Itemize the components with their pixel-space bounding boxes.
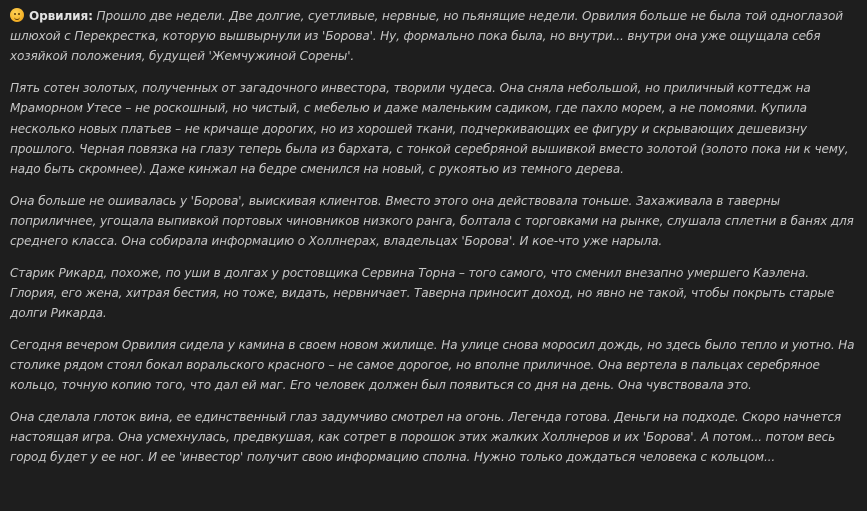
smiling-face-emoji-icon: [10, 8, 24, 22]
message-paragraph-2: [10, 78, 858, 179]
paragraph-text: Сегодня вечером Орвилия сидела у камина в своем новом жилище. На улице снова моросил дождь, но здесь было тепло и уютно. На столике рядом стоял бокал воральского красного – не самое дорогое, но вполне приличное. Она вертела в пальцах серебряное кольцо, точную копию того, что дал ей маг. Его человек должен был появиться со дня на день. Она чувствовала это.: [10, 337, 855, 393]
paragraph-text: Она больше не ошивалась у 'Борова', выискивая клиентов. Вместо этого она действовала тоньше. Захаживала в таверны поприличнее, угощала выпивкой портовых чиновников низкого ранга, болтала с торговками на рынке, слушала сплетни в банях для среднего класса. Она собирала информацию о Холлнерах, владельцах 'Борова'. И кое-что уже нарыла.: [10, 193, 854, 249]
message-paragraph-3: [10, 191, 858, 252]
speaker-name: Орвилия:: [29, 9, 93, 23]
paragraph-text: Прошло две недели. Две долгие, суетливые, нервные, но пьянящие недели. Орвилия больше не была той одноглазой шлюхой с Перекрестка, которую вышвырнули из 'Борова'. Ну, формально пока была, но внутри... внутри она уже ощущала себя хозяйкой положения, будущей 'Жемчужиной Сорены'.: [10, 9, 843, 64]
message-paragraph-4: [10, 263, 858, 324]
message-paragraph-5: [10, 335, 858, 396]
paragraph-text: Старик Рикард, похоже, по уши в долгах у ростовщика Сервина Торна – того самого, что сменил внезапно умершего Каэлена. Глория, его жена, хитрая бестия, но тоже, видать, нервничает. Таверна приносит доход, но явно не такой, чтобы покрыть старые долги Рикарда.: [10, 265, 835, 321]
message-paragraph-6: [10, 407, 858, 468]
message-paragraph-1: [10, 6, 858, 67]
paragraph-text: Пять сотен золотых, полученных от загадочного инвестора, творили чудеса. Она сняла небольшой, но приличный коттедж на Мраморном Утесе – не роскошный, но чистый, с мебелью и даже маленьким садиком, где пахло морем, а не помоями. Купила несколько новых платьев – не кричаще дорогих, но из хорошей ткани, подчеркивающих ее фигуру и скрывающих дешевизну прошлого. Черная повязка на глазу теперь была из бархата, с тонкой серебряной вышивкой вместо золотой (золото пока ни к чему, надо быть скромнее). Даже кинжал на бедре сменился на новый, с рукоятью из темного дерева.: [10, 81, 849, 176]
paragraph-text: Она сделала глоток вина, ее единственный глаз задумчиво смотрел на огонь. Легенда готова. Деньги на подходе. Скоро начнется настоящая игра. Она усмехнулась, предвкушая, как сотрет в порошок этих жалких Холлнеров и их 'Борова'. А потом... потом весь город будет у ее ног. И ее 'инвестор' получит свою информацию сполна. Нужно только дождаться человека с кольцом...: [10, 409, 842, 465]
